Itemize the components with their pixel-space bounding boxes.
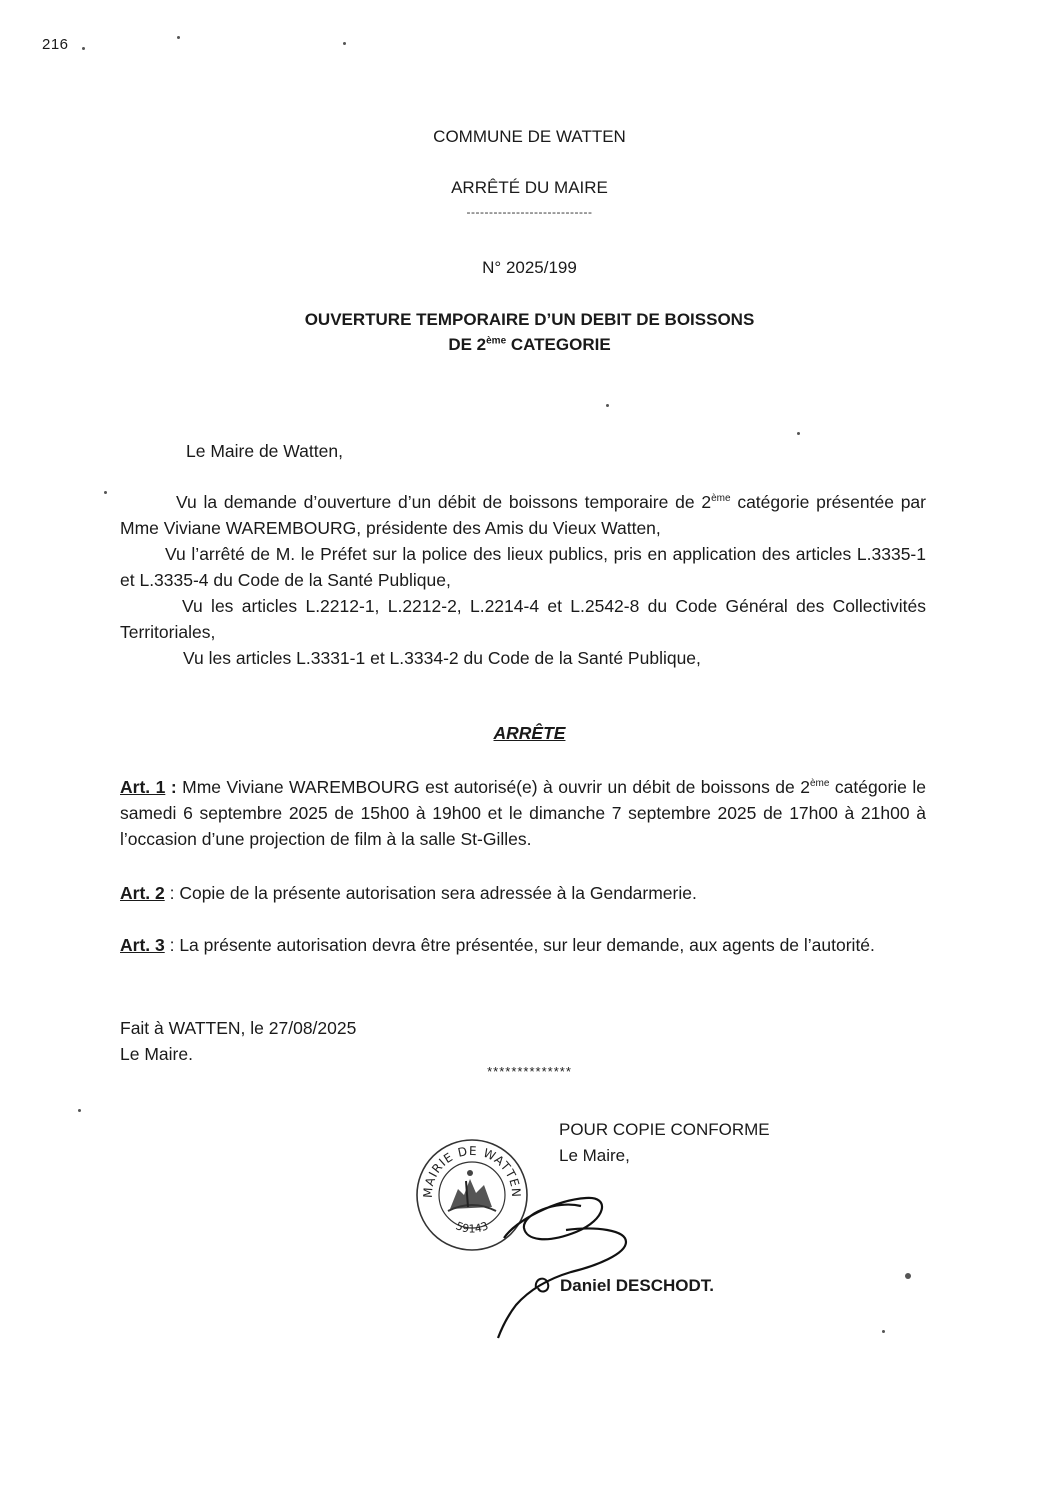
subject-line-1: OUVERTURE TEMPORAIRE D’UN DEBIT DE BOISSONS (304, 310, 755, 329)
article-1: Art. 1 : Mme Viviane WAREMBOURG est autorisé(e) à ouvrir un débit de boissons de 2ème catégorie le samedi 6 septembre 2025 de 15h00 à 19h00 et le dimanche 7 septembre 2025 de 17h00 à 21h00 à l’occasion d’une projection de film à la salle St-Gilles. (120, 777, 926, 849)
seal-postcode: 59143 (453, 1219, 491, 1236)
certification-signer: Le Maire, (559, 1146, 630, 1165)
subject-line-2: DE 2ème CATEGORIE (448, 335, 611, 354)
visa-paragraph-4: Vu les articles L.3331-1 et L.3334-2 du Code de la Santé Publique, (183, 648, 701, 668)
scan-speck (177, 36, 180, 39)
article-3-label: Art. 3 (120, 935, 165, 955)
document-title: ARRÊTÉ DU MAIRE (451, 178, 608, 197)
closing-block (120, 1015, 356, 1067)
article-3: Art. 3 : La présente autorisation devra être présentée, sur leur demande, aux agents de l’autorité. (120, 935, 875, 955)
article-2-label: Art. 2 (120, 883, 165, 903)
scan-speck (82, 47, 85, 50)
certification-block (559, 1117, 770, 1169)
page-number: 216 (42, 36, 69, 53)
article-1-label: Art. 1 (120, 777, 166, 797)
commune-name: COMMUNE DE WATTEN (433, 127, 626, 146)
signer-name: Daniel DESCHODT. (560, 1276, 714, 1295)
visa-paragraph-2: Vu l’arrêté de M. le Préfet sur la police des lieux publics, pris en application des articles L.3335-1 et L.3335-4 du Code de la Santé Publique, (120, 544, 926, 590)
seal-top-text: MAIRIE DE WATTEN (420, 1143, 524, 1199)
scan-speck (343, 42, 346, 45)
scan-speck (78, 1109, 81, 1112)
scan-speck (797, 432, 800, 435)
greeting: Le Maire de Watten, (186, 441, 343, 461)
title-separator: ---------------------------- (466, 205, 593, 219)
certified-copy-label: POUR COPIE CONFORME (559, 1120, 770, 1139)
decision-heading: ARRÊTE (493, 723, 566, 743)
visa-paragraph-3: Vu les articles L.2212-1, L.2212-2, L.2214-4 et L.2542-8 du Code Général des Collectivités Territoriales, (120, 596, 926, 642)
stars-separator: ************** (487, 1064, 572, 1079)
scan-speck (606, 404, 609, 407)
scan-speck (882, 1330, 885, 1333)
place-date: Fait à WATTEN, le 27/08/2025 (120, 1018, 357, 1038)
scan-speck (905, 1273, 911, 1279)
article-2: Art. 2 : Copie de la présente autorisation sera adressée à la Gendarmerie. (120, 883, 697, 903)
decree-number: N° 2025/199 (482, 258, 577, 277)
signer-title: Le Maire. (120, 1044, 193, 1064)
scan-speck (104, 491, 107, 494)
visa-paragraph-1: Vu la demande d’ouverture d’un débit de boissons temporaire de 2ème catégorie présentée par Mme Viviane WAREMBOURG, présidente des Amis du Vieux Watten, (120, 492, 926, 538)
handwritten-signature (476, 1180, 676, 1340)
